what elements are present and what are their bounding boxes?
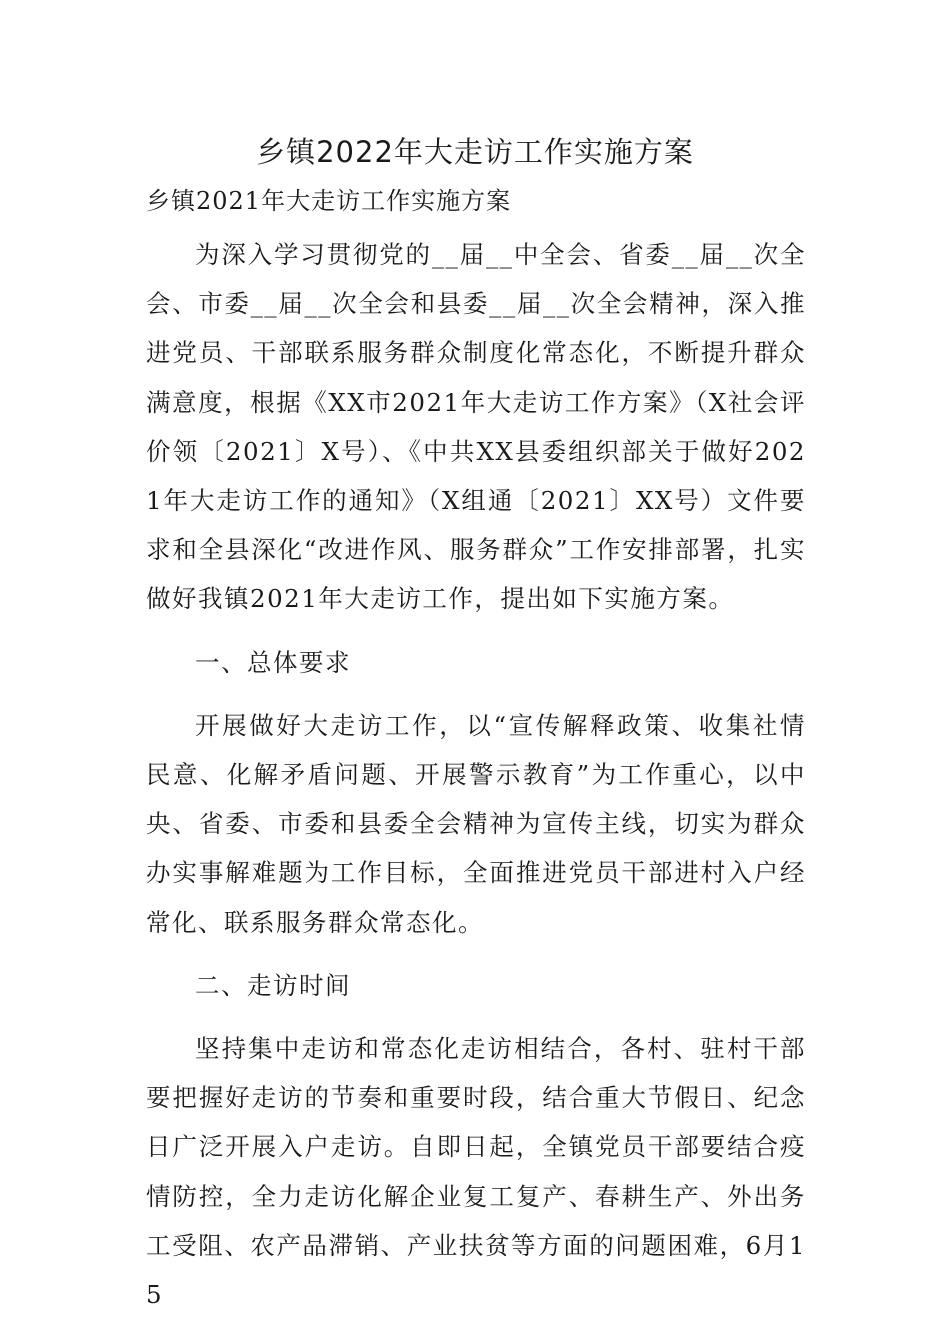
section-heading-visit-time: 二、走访时间 <box>195 970 351 1000</box>
section-heading-general-requirements: 一、总体要求 <box>195 647 351 677</box>
document-subtitle: 乡镇2021年大走访工作实施方案 <box>146 187 512 215</box>
document-body <box>146 230 806 1319</box>
visit-time-paragraph: 坚持集中走访和常态化走访相结合，各村、驻村干部要把握好走访的节奏和重要时段，结合重大节假日、纪念日广泛开展入户走访。自即日起，全镇党员干部要结合疫情防控，全力走访化解企业复工复产、春耕生产、外出务工受阻、农产品滞销、产业扶贫等方面的问题困难，6月15 <box>146 1034 806 1310</box>
intro-paragraph: 为深入学习贯彻党的__届__中全会、省委__届__次全会、市委__届__次全会和县委__届__次全会精神，深入推进党员、干部联系服务群众制度化常态化，不断提升群众满意度，根据《XX市2021年大走访工作方案》（X社会评价领〔2021〕X号）、《中共XX县委组织部关于做好2021年大走访工作的通知》（X组通〔2021〕XX号）文件要求和全县深化“改进作风、服务群众”工作安排部署，扎实做好我镇2021年大走访工作，提出如下实施方案。 <box>146 240 806 614</box>
general-requirements-paragraph: 开展做好大走访工作，以“宣传解释政策、收集社情民意、化解矛盾问题、开展警示教育”为工作重心，以中央、省委、市委和县委全会精神为宣传主线，切实为群众办实事解难题为工作目标，全面推进党员干部进村入户经常化、联系服务群众常态化。 <box>146 710 806 937</box>
document-title: 乡镇2022年大走访工作实施方案 <box>256 135 694 169</box>
